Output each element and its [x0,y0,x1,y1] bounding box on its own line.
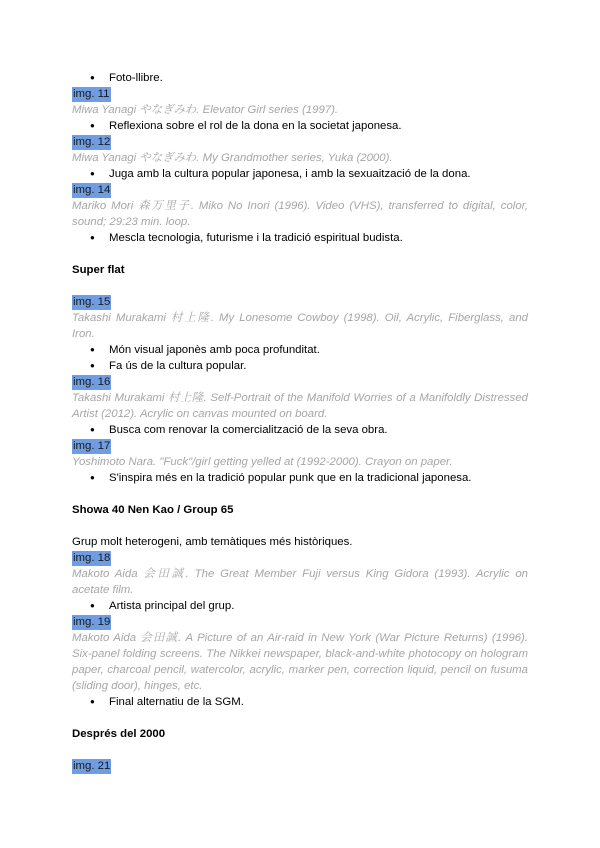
image-caption: Makoto Aida 会田誠. A Picture of an Air-raid in New York (War Picture Returns) (1996). Six-panel folding screens. The Nikkei newspaper, black-and-white photocopy on hologram paper, charcoal pencil, watercolor, acrylic, marker pen, correction liquid, pencil on fusuma (sliding door), hinges, etc. [72,632,528,692]
image-ref-label: img. 16 [73,376,111,388]
list-item: ● Final alternatiu de la SGM. [72,694,528,710]
image-ref [72,182,528,198]
image-ref-label: img. 18 [73,552,111,564]
image-ref [72,758,528,774]
image-ref [72,438,528,454]
image-ref-label: img. 14 [73,184,111,196]
image-caption: Takashi Murakami 村上隆. Self-Portrait of the Manifold Worries of a Manifoldly Distressed Artist (2012). Acrylic on canvas mounted on board. [72,392,528,420]
image-caption: Miwa Yanagi やなぎみわ. My Grandmother series, Yuka (2000). [72,152,393,164]
list-item: ● Mescla tecnologia, futurisme i la tradició espiritual budista. [72,230,528,246]
image-ref-label: img. 19 [73,616,111,628]
image-caption: Makoto Aida 会田誠. The Great Member Fuji versus King Gidora (1993). Acrylic on acetate film. [72,568,528,596]
image-ref-label: img. 11 [73,88,110,100]
document-page [72,70,528,774]
image-ref [72,374,528,390]
list-item: ● Artista principal del grup. [72,598,528,614]
section-heading: Super flat [72,264,125,276]
image-caption: Yoshimoto Nara. "Fuck"/girl getting yelled at (1992-2000). Crayon on paper. [72,456,453,468]
list-item: ● Món visual japonès amb poca profunditat. [72,342,528,358]
list-item: ● Juga amb la cultura popular japonesa, i amb la sexuaització de la dona. [72,166,528,182]
paragraph: Grup molt heterogeni, amb temàtiques més històriques. [72,536,353,548]
image-ref [72,294,528,310]
image-caption: Takashi Murakami 村上隆. My Lonesome Cowboy (1998). Oil, Acrylic, Fiberglass, and Iron. [72,312,528,340]
image-ref [72,614,528,630]
image-ref-label: img. 12 [73,136,111,148]
list-item: ● Busca com renovar la comercialització de la seva obra. [72,422,528,438]
section-heading: Després del 2000 [72,728,166,740]
list-item: ● Fa ús de la cultura popular. [72,358,528,374]
image-caption: Miwa Yanagi やなぎみわ. Elevator Girl series (1997). [72,104,339,116]
image-ref [72,86,528,102]
image-ref-label: img. 21 [73,760,111,772]
list-item: ● Reflexiona sobre el rol de la dona en la societat japonesa. [72,118,528,134]
image-caption: Mariko Mori 森万里子. Miko No Inori (1996). Video (VHS), transferred to digital, color, sound; 29:23 min. loop. [72,200,528,228]
image-ref-label: img. 17 [73,440,111,452]
image-ref [72,550,528,566]
list-item: ● Foto-llibre. [72,70,528,86]
section-heading: Showa 40 Nen Kao / Group 65 [72,504,234,516]
image-ref-label: img. 15 [73,296,111,308]
list-item: ● S'inspira més en la tradició popular punk que en la tradicional japonesa. [72,470,528,486]
image-ref [72,134,528,150]
